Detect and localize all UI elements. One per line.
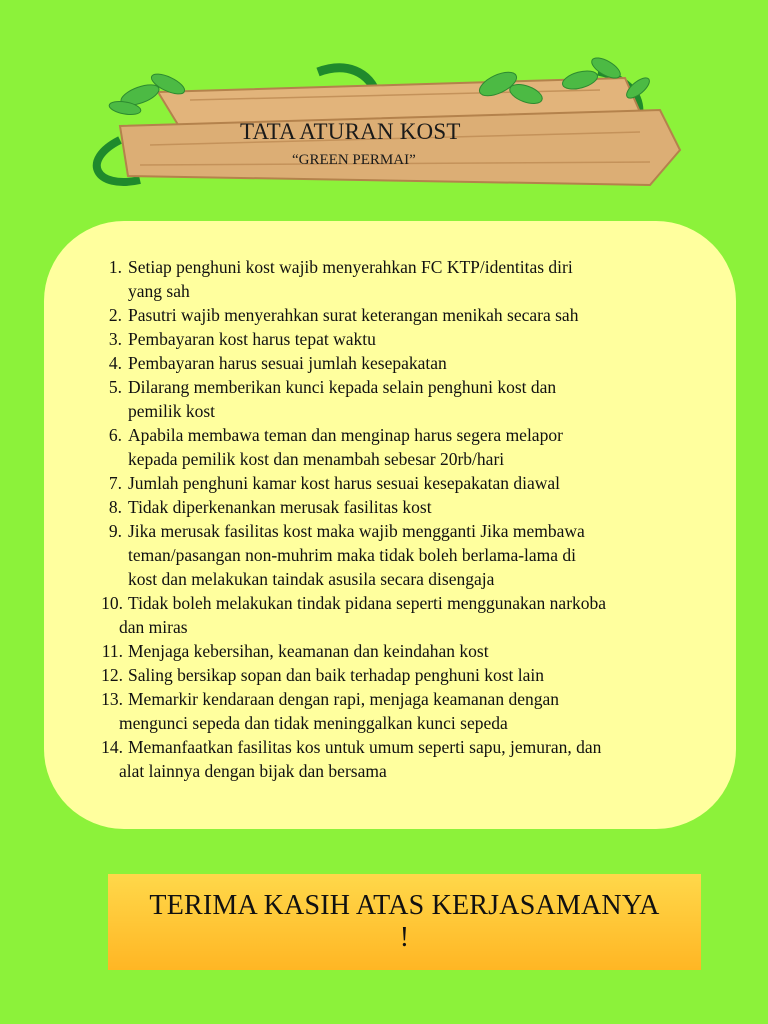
rule-item xyxy=(44,255,736,303)
rule-text-line: Memanfaatkan fasilitas kos untuk umum seperti sapu, jemuran, dan xyxy=(128,737,602,757)
rule-text-line: Setiap penghuni kost wajib menyerahkan FC KTP/identitas diri xyxy=(128,257,573,277)
rule-text-line: Tidak diperkenankan merusak fasilitas kost xyxy=(128,497,432,517)
wooden-sign-illustration xyxy=(0,0,768,200)
thank-you-text xyxy=(108,874,701,954)
rule-item xyxy=(44,303,736,327)
rule-text-line: pemilik kost xyxy=(128,401,216,421)
rule-item xyxy=(44,351,736,375)
rule-item xyxy=(44,735,736,783)
rule-item xyxy=(44,591,736,639)
rule-text-line: kepada pemilik kost dan menambah sebesar 20rb/hari xyxy=(128,449,505,469)
thank-you-line2: ! xyxy=(399,922,410,953)
rule-item xyxy=(44,663,736,687)
rule-number: 9. xyxy=(108,521,122,541)
rule-text-line: Dilarang memberikan kunci kepada selain penghuni kost dan xyxy=(128,377,557,397)
rule-text-line: dan miras xyxy=(119,617,188,637)
rule-item xyxy=(44,639,736,663)
rule-text-line: Memarkir kendaraan dengan rapi, menjaga keamanan dengan xyxy=(128,689,559,709)
rule-item xyxy=(44,423,736,471)
rule-text-line: Pembayaran harus sesuai jumlah kesepakatan xyxy=(128,353,447,373)
rule-text-line: Jika merusak fasilitas kost maka wajib mengganti Jika membawa xyxy=(128,521,585,541)
rule-text-line: Menjaga kebersihan, keamanan dan keindahan kost xyxy=(128,641,489,661)
rule-text-line: yang sah xyxy=(128,281,190,301)
rules-list xyxy=(44,255,736,783)
rule-text-line: Apabila membawa teman dan menginap harus segera melapor xyxy=(128,425,563,445)
rule-item xyxy=(44,471,736,495)
rule-text-line: Pasutri wajib menyerahkan surat keterangan menikah secara sah xyxy=(128,305,579,325)
rule-number: 4. xyxy=(108,353,122,373)
rule-number: 1. xyxy=(108,257,122,277)
rule-number: 7. xyxy=(108,473,122,493)
rule-number: 3. xyxy=(108,329,122,349)
rule-number: 5. xyxy=(108,377,122,397)
rule-text-line: Jumlah penghuni kamar kost harus sesuai kesepakatan diawal xyxy=(128,473,561,493)
rule-number: 13. xyxy=(101,689,123,709)
rule-text-line: kost dan melakukan taindak asusila secara disengaja xyxy=(128,569,495,589)
rule-number: 11. xyxy=(101,641,123,661)
sign-subtitle: “GREEN PERMAI” xyxy=(292,152,416,168)
rule-text-line: Tidak boleh melakukan tindak pidana seperti menggunakan narkoba xyxy=(128,593,607,613)
rule-text-line: alat lainnya dengan bijak dan bersama xyxy=(119,761,387,781)
rule-item xyxy=(44,375,736,423)
rule-number: 10. xyxy=(101,593,123,613)
rule-item xyxy=(44,519,736,591)
rule-number: 2. xyxy=(108,305,122,325)
thank-you-banner xyxy=(108,874,701,970)
rule-item xyxy=(44,327,736,351)
thank-you-line1: TERIMA KASIH ATAS KERJASAMANYA xyxy=(149,890,660,921)
rule-text-line: Pembayaran kost harus tepat waktu xyxy=(128,329,376,349)
rule-text-line: mengunci sepeda dan tidak meninggalkan kunci sepeda xyxy=(119,713,508,733)
rule-text-line: teman/pasangan non-muhrim maka tidak boleh berlama-lama di xyxy=(128,545,577,565)
rules-panel xyxy=(44,221,736,829)
rule-number: 8. xyxy=(108,497,122,517)
rule-item xyxy=(44,495,736,519)
rule-item xyxy=(44,687,736,735)
sign-title: TATA ATURAN KOST xyxy=(240,119,461,144)
rule-number: 14. xyxy=(101,737,123,757)
rule-text-line: Saling bersikap sopan dan baik terhadap penghuni kost lain xyxy=(128,665,545,685)
rule-number: 12. xyxy=(101,665,123,685)
rule-number: 6. xyxy=(108,425,122,445)
wooden-sign xyxy=(0,0,768,200)
